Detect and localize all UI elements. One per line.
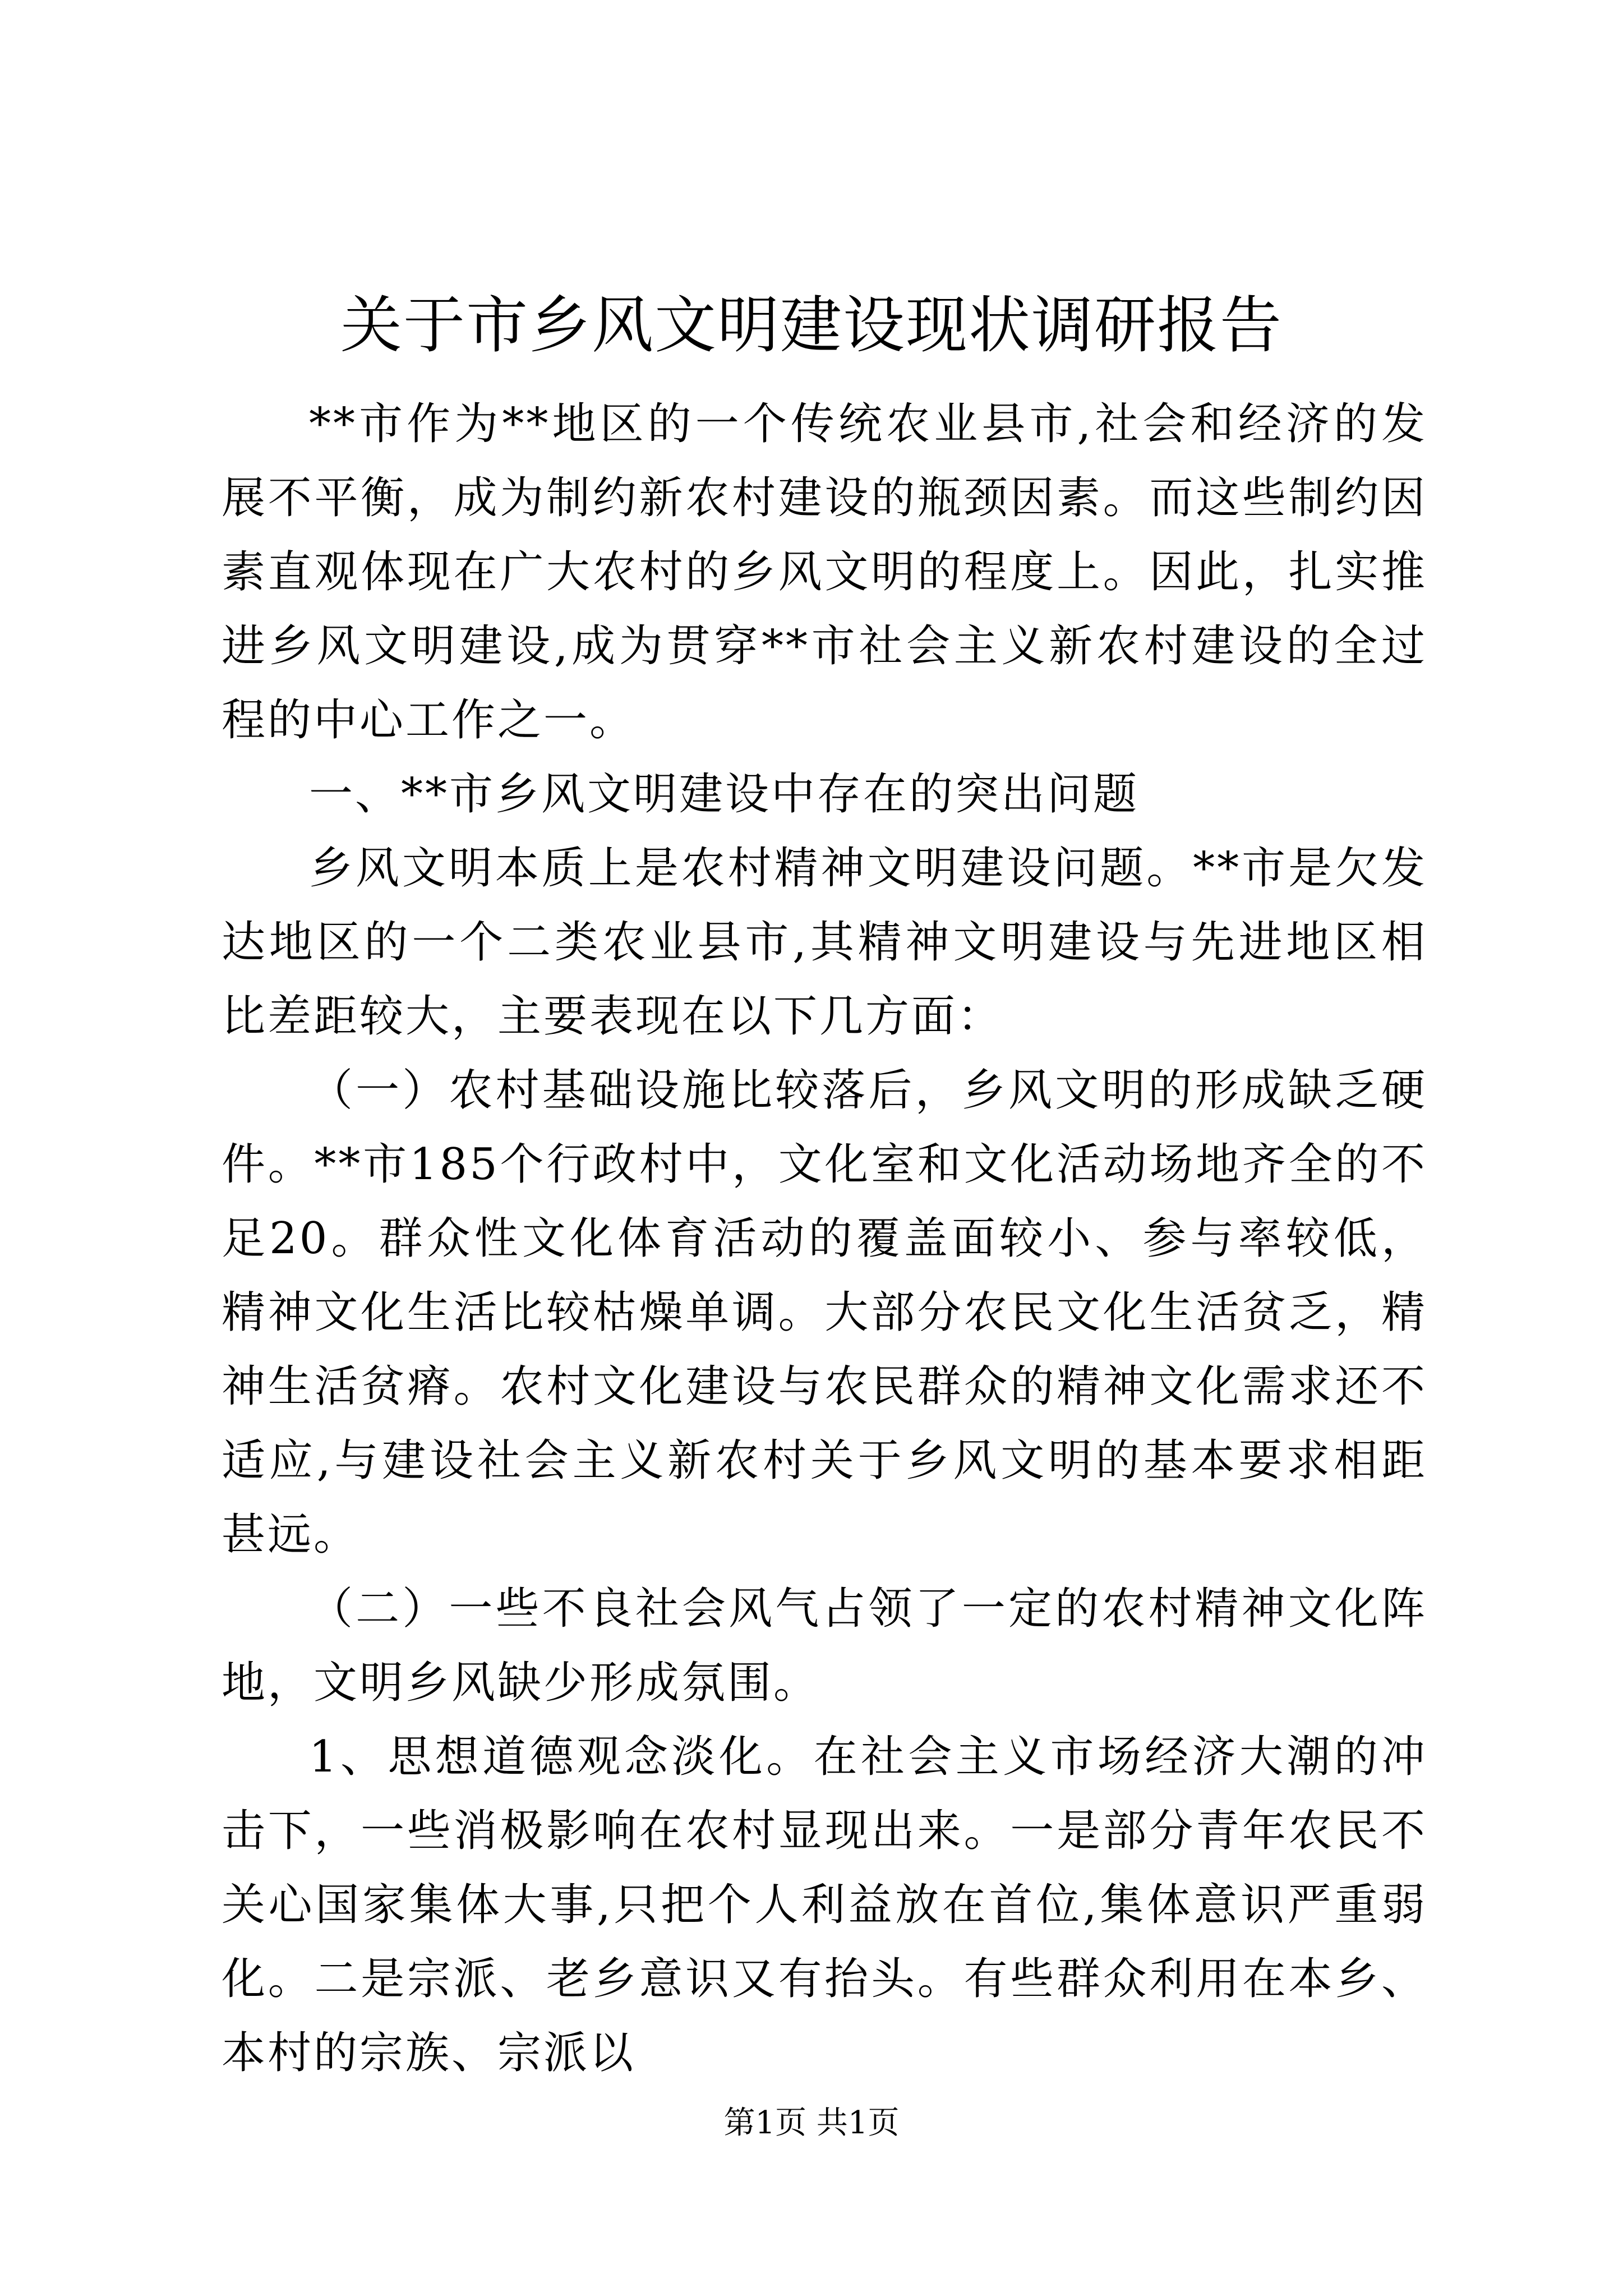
document-title: 关于市乡风文明建设现状调研报告 [340, 289, 1283, 361]
paragraph-item-2: （二）一些不良社会风气占领了一定的农村精神文化阵地，文明乡风缺少形成氛围。 [222, 1584, 1427, 1708]
document-body [222, 387, 1427, 2090]
section-heading-1: 一、**市乡风文明建设中存在的突出问题 [309, 769, 1140, 820]
page-number-footer: 第1页 共1页 [723, 2105, 900, 2141]
paragraph-item-1: （一）农村基础设施比较落后，乡风文明的形成缺乏硬件。**市185个行政村中，文化室和文化活动场地齐全的不足20。群众性文化体育活动的覆盖面较小、参与率较低，精神文化生活比较枯燥单调。大部分农民文化生活贫乏，精神生活贫瘠。农村文化建设与农民群众的精神文化需求还不适应,与建设社会主义新农村关于乡风文明的基本要求相距甚远。 [222, 1065, 1427, 1560]
paragraph-subitem-1: 1、思想道德观念淡化。在社会主义市场经济大潮的冲击下，一些消极影响在农村显现出来。一是部分青年农民不关心国家集体大事,只把个人利益放在首位,集体意识严重弱化。二是宗派、老乡意识又有抬头。有些群众利用在本乡、本村的宗族、宗派以 [222, 1732, 1427, 2078]
paragraph-intro: **市作为**地区的一个传统农业县市,社会和经济的发展不平衡，成为制约新农村建设的瓶颈因素。而这些制约因素直观体现在广大农村的乡风文明的程度上。因此，扎实推进乡风文明建设,成为贯穿**市社会主义新农村建设的全过程的中心工作之一。 [222, 399, 1427, 746]
paragraph-section-1: 乡风文明本质上是农村精神文明建设问题。**市是欠发达地区的一个二类农业县市,其精神文明建设与先进地区相比差距较大，主要表现在以下几方面： [222, 843, 1427, 1042]
